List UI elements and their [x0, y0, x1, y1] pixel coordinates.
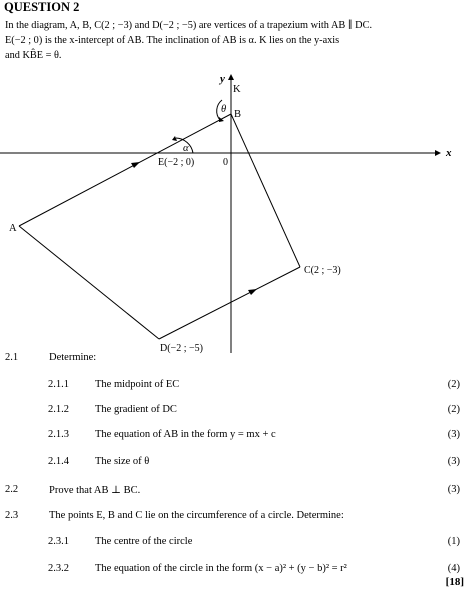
question-mark: (2) [447, 404, 460, 415]
question-2-1-4 [0, 456, 464, 470]
label-A: A [9, 223, 17, 234]
question-mark: (2) [447, 379, 460, 390]
label-C: C(2 ; −3) [304, 265, 341, 276]
question-2-3-2 [0, 563, 464, 577]
question-mark: (3) [447, 429, 460, 440]
question-text: The midpoint of EC [95, 379, 180, 390]
label-B: B [234, 109, 242, 120]
question-text: The equation of AB in the form y = mx + c [95, 429, 276, 440]
parallel-arrow-AB [131, 162, 140, 168]
label-E: E(−2 ; 0) [158, 157, 195, 168]
question-number: 2.1.3 [48, 429, 69, 440]
question-2-1-1 [0, 379, 464, 393]
question-mark: (4) [447, 563, 460, 574]
question-number: 2.1.1 [48, 379, 69, 390]
question-2-1-3 [0, 429, 464, 443]
side-BC [231, 114, 300, 267]
label-K: K [233, 84, 241, 95]
trapezium-diagram [0, 70, 464, 362]
question-number: 2.2 [5, 484, 19, 495]
x-axis-label: x [446, 147, 452, 159]
question-number: 2.1 [5, 352, 19, 363]
question-number: 2.3 [5, 510, 19, 521]
question-text: The gradient of DC [95, 404, 177, 415]
question-text: Prove that AB ⊥ BC. [49, 485, 141, 496]
question-text: The points E, B and C lie on the circumference of a circle. Determine: [49, 510, 344, 521]
question-mark: (3) [447, 484, 460, 495]
side-DA [19, 226, 159, 339]
intro-line-1: In the diagram, A, B, C(2 ; −3) and D(−2 ; −5) are vertices of a trapezium with AB ∥ DC. [5, 20, 373, 31]
question-2-2 [0, 484, 464, 498]
question-text: The equation of the circle in the form (x − a)² + (y − b)² = r² [95, 563, 347, 574]
question-number: 2.3.1 [48, 536, 69, 547]
question-mark: (3) [447, 456, 460, 467]
question-2-3-1 [0, 536, 464, 550]
question-number: 2.1.4 [48, 456, 69, 467]
side-CD [159, 267, 300, 339]
label-theta: θ [221, 104, 227, 115]
label-alpha: α [183, 143, 189, 154]
question-text: The size of θ [95, 456, 150, 467]
y-axis-label: y [220, 73, 225, 85]
question-2-3 [0, 510, 464, 524]
side-AB [19, 114, 231, 226]
question-text: Determine: [49, 352, 97, 363]
intro-line-2: E(−2 ; 0) is the x-intercept of AB. The inclination of AB is α. K lies on the y-axis [5, 35, 340, 46]
total-marks: [18] [445, 576, 464, 588]
intro-line-3: and KB̂E = θ. [5, 50, 62, 61]
question-title: QUESTION 2 [4, 0, 80, 14]
question-mark: (1) [447, 536, 460, 547]
parallel-arrow-DC [248, 289, 257, 295]
question-text: The centre of the circle [95, 536, 193, 547]
question-number: 2.1.2 [48, 404, 69, 415]
question-2-1 [0, 352, 464, 366]
label-D: D(−2 ; −5) [160, 343, 203, 354]
question-number: 2.3.2 [48, 563, 69, 574]
question-2-1-2 [0, 404, 464, 418]
question-intro [5, 18, 455, 63]
origin-label: 0 [223, 157, 228, 168]
